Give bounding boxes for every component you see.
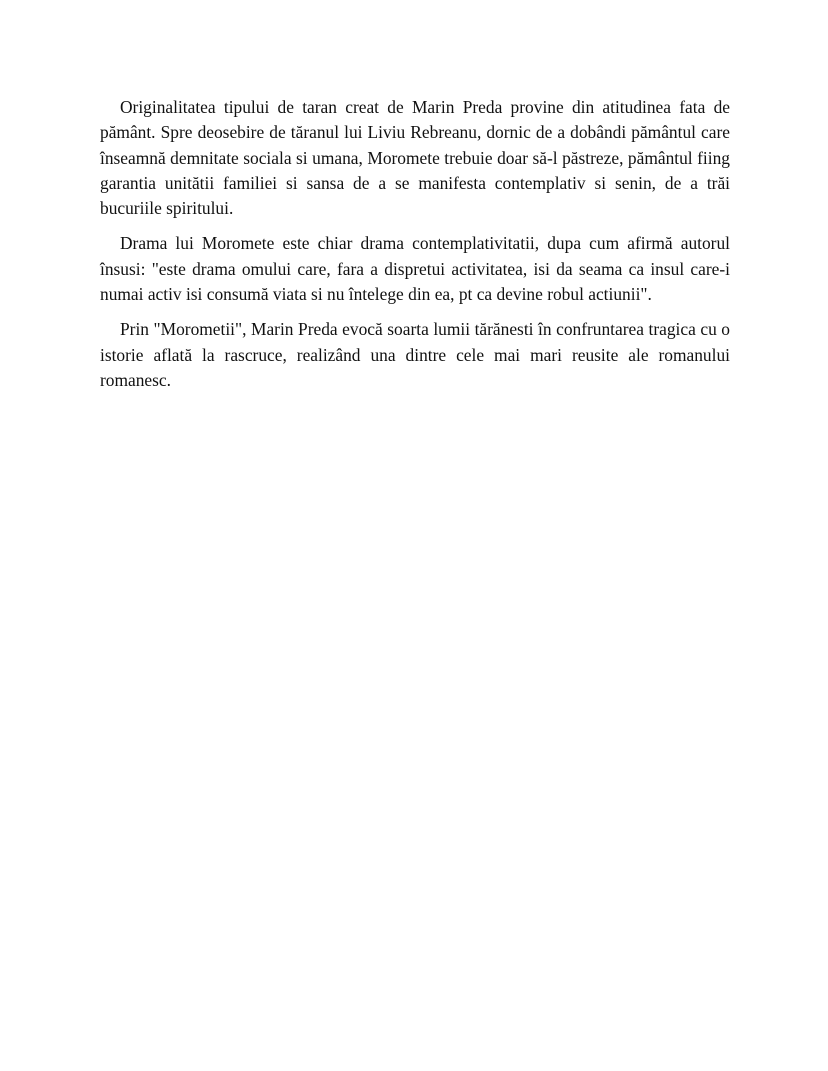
document-body (100, 95, 730, 403)
paragraph-drama: Drama lui Moromete este chiar drama contemplativitatii, dupa cum afirmă autorul însusi: "este drama omului care, fara a dispretui activitatea, isi da seama ca insul care-i numai activ isi consumă viata si nu întelege din ea, pt ca devine robul actiunii". (100, 233, 730, 305)
paragraph-conclusion: Prin "Morometii", Marin Preda evocă soarta lumii tărănesti în confruntarea tragica cu o istorie aflată la rascruce, realizând una dintre cele mai mari reusite ale romanului romanesc. (100, 319, 730, 390)
paragraph-originality: Originalitatea tipului de taran creat de Marin Preda provine din atitudinea fata de pământ. Spre deosebire de tăranul lui Liviu Rebreanu, dornic de a dobândi pământul care înseamnă demnitate sociala si umana, Moromete trebuie doar să-l păstreze, pământul fiing garantia unitătii familiei si sansa de a se manifesta contemplativ si senin, de a trăi bucuriile spiritului. (100, 97, 730, 219)
